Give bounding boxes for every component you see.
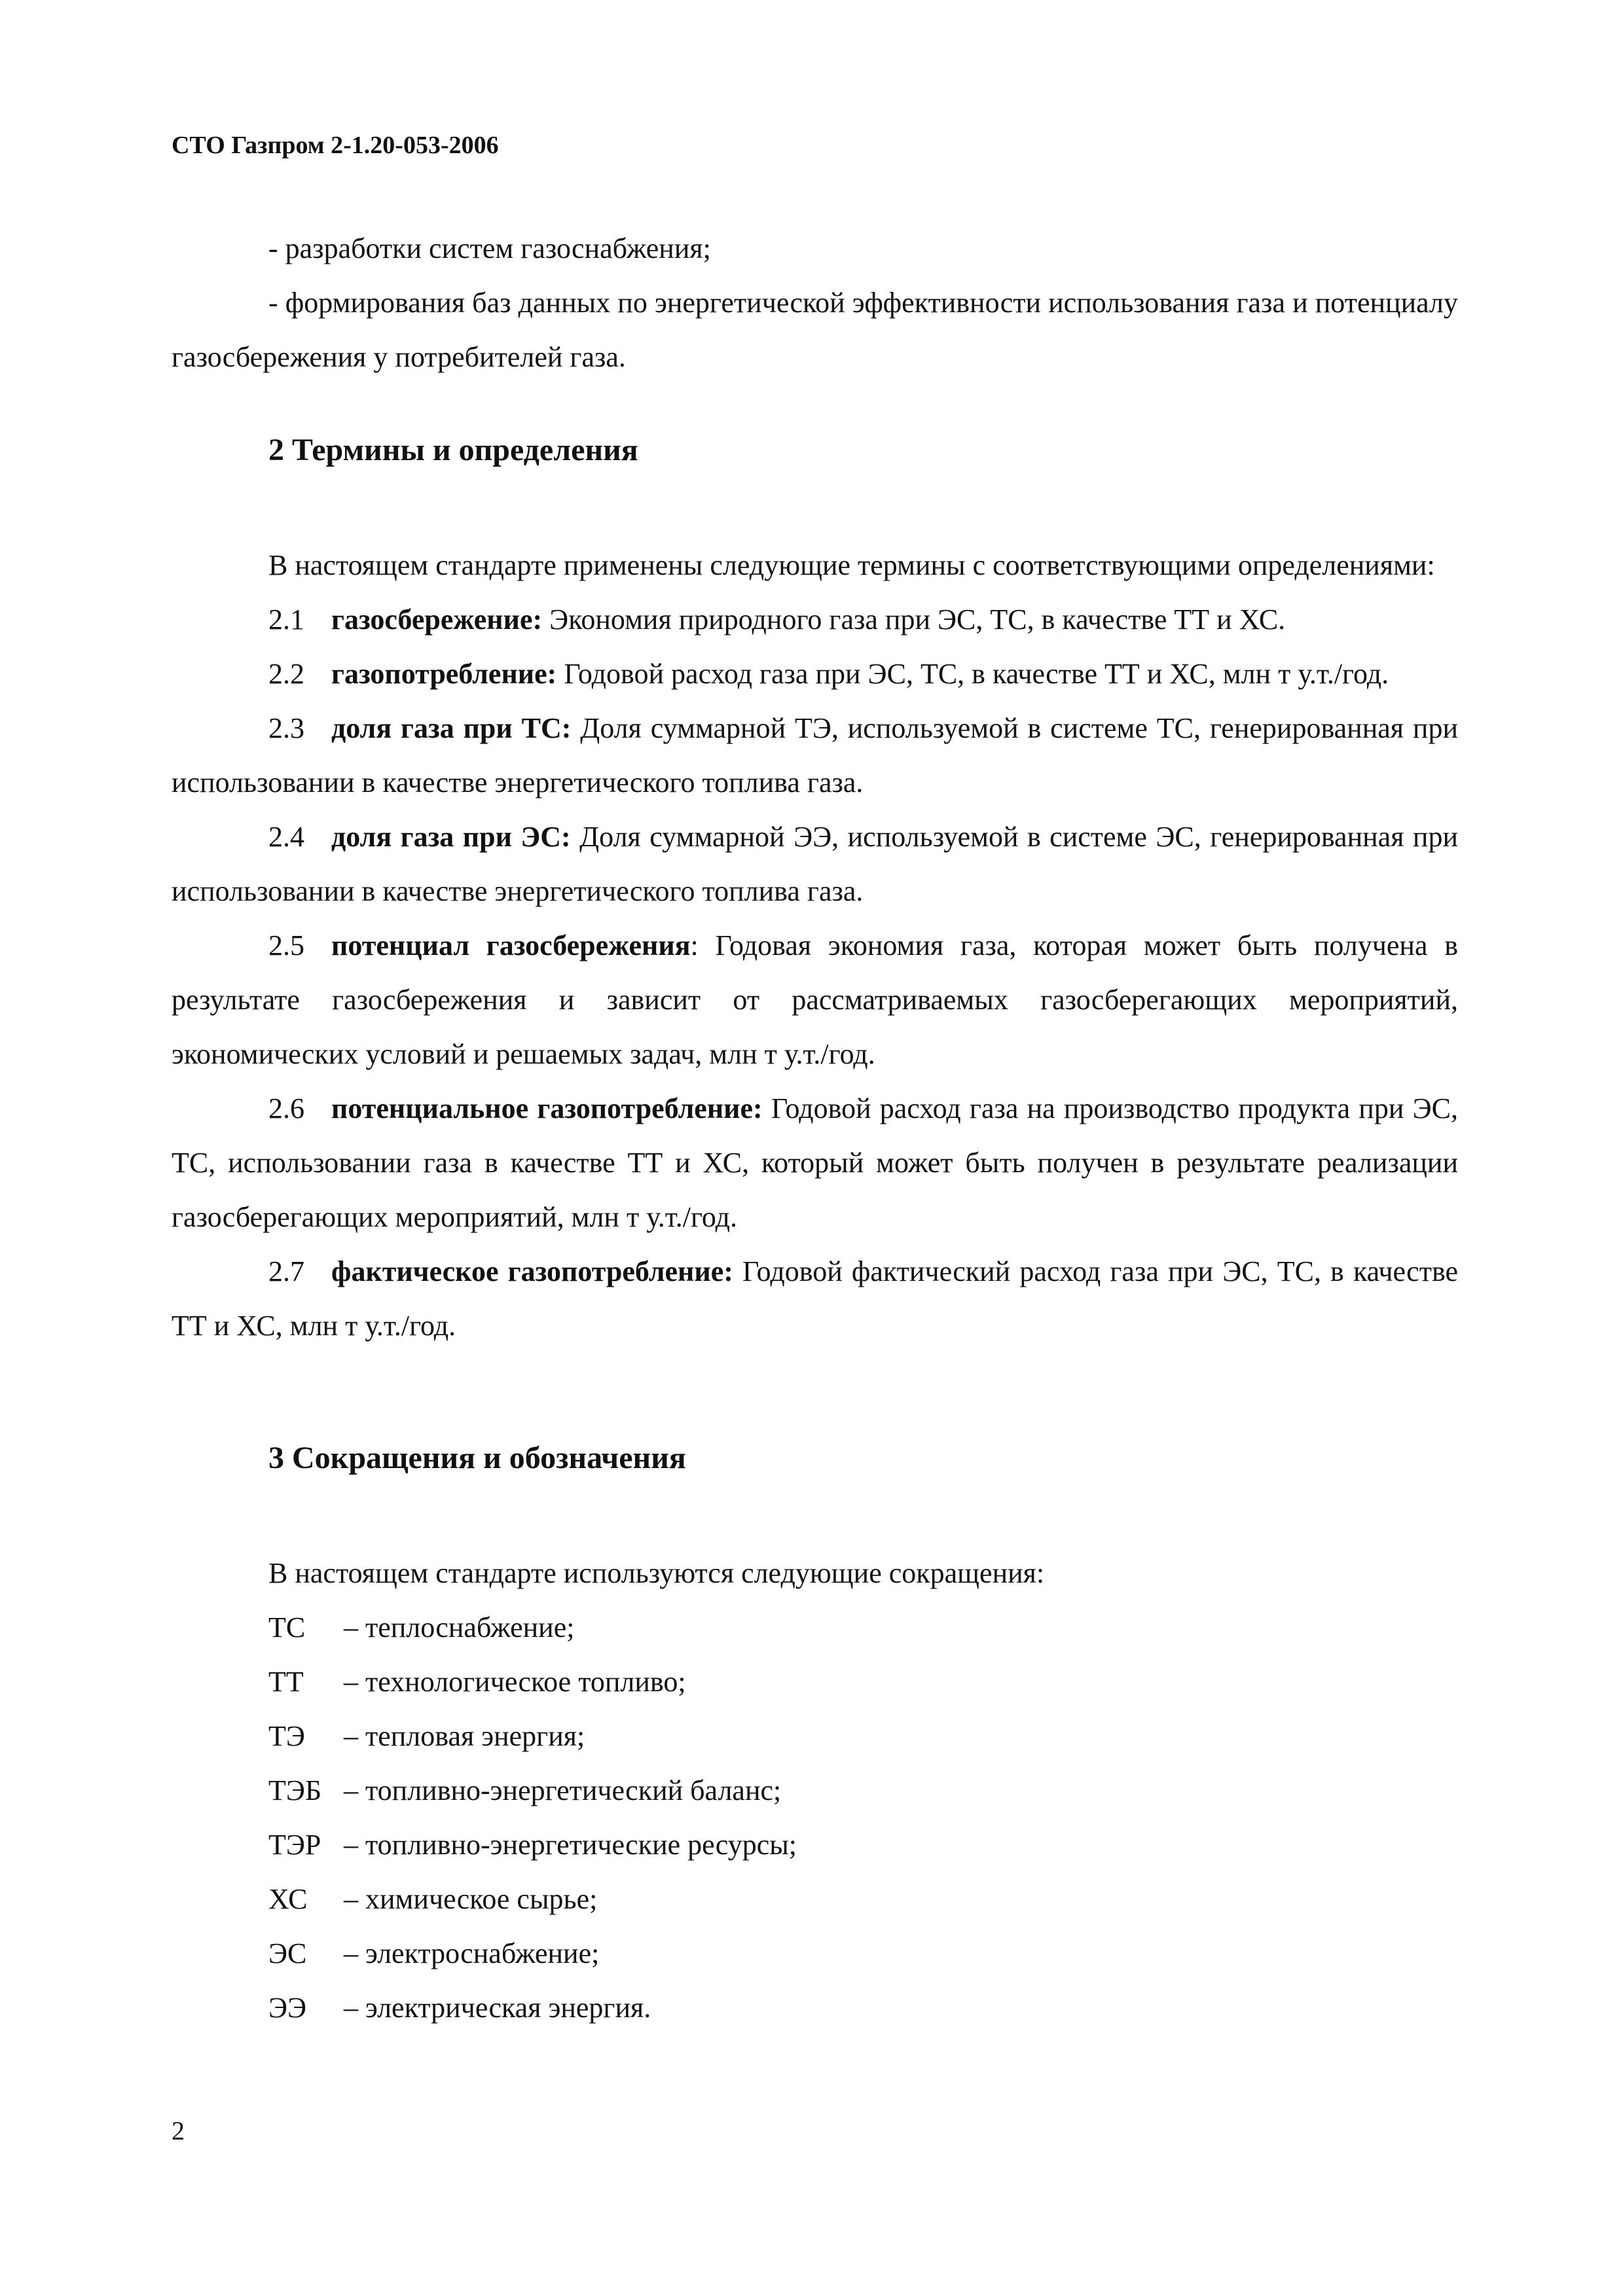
term-name: газопотребление: bbox=[331, 658, 557, 690]
term-definition: Годовой расход газа на производство продукта при ЭС, ТС, использовании газа в качестве ТТ и ХС, который может быть получен в результате реализации газосберегающих мероприятий, млн т у.т./год. bbox=[172, 1092, 1458, 1233]
abbreviation-code: ЭС bbox=[268, 1937, 307, 1969]
term-number: 2.1 bbox=[268, 603, 304, 636]
abbreviation-text: – технологическое топливо; bbox=[344, 1666, 686, 1698]
term-definition: : Годовая экономия газа, которая может быть получена в результате газосбережения и зависит от рассматриваемых газосберегающих мероприятий, экономических условий и решаемых задач, млн т у.т./год. bbox=[172, 929, 1458, 1070]
abbreviation-code: ТЭР bbox=[268, 1829, 321, 1861]
abbreviation-code: ТЭ bbox=[268, 1720, 305, 1752]
term-definition: Доля суммарной ЭЭ, используемой в системе ЭС, генерированная при использовании в качестве энергетического топлива газа. bbox=[172, 821, 1459, 907]
term-definition: Годовой расход газа при ЭС, ТС, в качестве ТТ и ХС, млн т у.т./год. bbox=[556, 658, 1389, 690]
abbreviation-text: – электрическая энергия. bbox=[344, 1992, 651, 2024]
term-item bbox=[172, 1244, 1458, 1353]
term-name: доля газа при ЭС: bbox=[331, 821, 571, 853]
term-definition: Годовой фактический расход газа при ЭС, ТС, в качестве ТТ и ХС, млн т у.т./год. bbox=[172, 1255, 1458, 1342]
abbreviation-row bbox=[268, 1655, 797, 1709]
abbreviation-text: – химическое сырье; bbox=[344, 1883, 598, 1915]
term-item bbox=[172, 918, 1458, 1081]
term-item bbox=[172, 810, 1458, 918]
term-number: 2.6 bbox=[268, 1092, 304, 1124]
abbreviation-code: ТС bbox=[268, 1611, 306, 1643]
abbreviation-list bbox=[268, 1600, 797, 2035]
abbreviation-row bbox=[268, 1709, 797, 1763]
intro-item: - разработки систем газоснабжения; bbox=[268, 232, 711, 264]
abbreviation-text: – топливно-энергетические ресурсы; bbox=[344, 1829, 797, 1861]
section-2-body bbox=[172, 538, 1458, 1353]
term-number: 2.3 bbox=[268, 712, 304, 744]
intro-block bbox=[172, 221, 1458, 384]
abbreviation-row bbox=[268, 1818, 797, 1872]
abbreviation-row bbox=[268, 1763, 797, 1818]
abbreviation-text: – топливно-энергетический баланс; bbox=[344, 1774, 782, 1806]
intro-item: - формирования баз данных по энергетической эффективности использования газа и потенциалу газосбережения у потребителей газа. bbox=[172, 287, 1458, 373]
section-3-title: 3 Сокращения и обозначения bbox=[268, 1441, 686, 1475]
abbreviation-code: ЭЭ bbox=[268, 1992, 307, 2024]
abbreviation-code: ХС bbox=[268, 1883, 308, 1915]
abbreviation-row bbox=[268, 1872, 797, 1926]
abbreviation-text: – тепловая энергия; bbox=[344, 1720, 585, 1752]
page-number: 2 bbox=[172, 2116, 185, 2145]
term-item bbox=[172, 701, 1458, 810]
term-number: 2.2 bbox=[268, 658, 304, 690]
abbreviation-text: – электроснабжение; bbox=[344, 1937, 600, 1969]
term-number: 2.4 bbox=[268, 821, 304, 853]
document-header: СТО Газпром 2-1.20-053-2006 bbox=[172, 132, 499, 159]
section-2-lead: В настоящем стандарте применены следующие термины с соответствующими определениями: bbox=[268, 549, 1435, 581]
section-3-body bbox=[172, 1546, 1458, 1600]
term-item bbox=[172, 647, 1458, 701]
term-name: потенциал газосбережения bbox=[331, 929, 691, 961]
term-name: потенциальное газопотребление: bbox=[331, 1092, 763, 1124]
term-definition: Экономия природного газа при ЭС, ТС, в качестве ТТ и ХС. bbox=[542, 603, 1286, 636]
term-number: 2.7 bbox=[268, 1255, 304, 1287]
abbreviation-text: – теплоснабжение; bbox=[344, 1611, 575, 1643]
abbreviation-row bbox=[268, 1926, 797, 1981]
term-number: 2.5 bbox=[268, 929, 304, 961]
term-item bbox=[172, 592, 1458, 647]
term-name: фактическое газопотребление: bbox=[331, 1255, 733, 1287]
section-3-lead: В настоящем стандарте используются следующие сокращения: bbox=[268, 1557, 1045, 1589]
abbreviation-code: ТТ bbox=[268, 1666, 304, 1698]
term-item bbox=[172, 1081, 1458, 1244]
term-name: газосбережение: bbox=[331, 603, 543, 636]
abbreviation-code: ТЭБ bbox=[268, 1774, 322, 1806]
section-2-title: 2 Термины и определения bbox=[268, 433, 638, 467]
abbreviation-row bbox=[268, 1981, 797, 2035]
term-name: доля газа при ТС: bbox=[331, 712, 572, 744]
abbreviation-row bbox=[268, 1600, 797, 1655]
term-definition: Доля суммарной ТЭ, используемой в системе ТС, генерированная при использовании в качестве энергетического топлива газа. bbox=[172, 712, 1458, 798]
